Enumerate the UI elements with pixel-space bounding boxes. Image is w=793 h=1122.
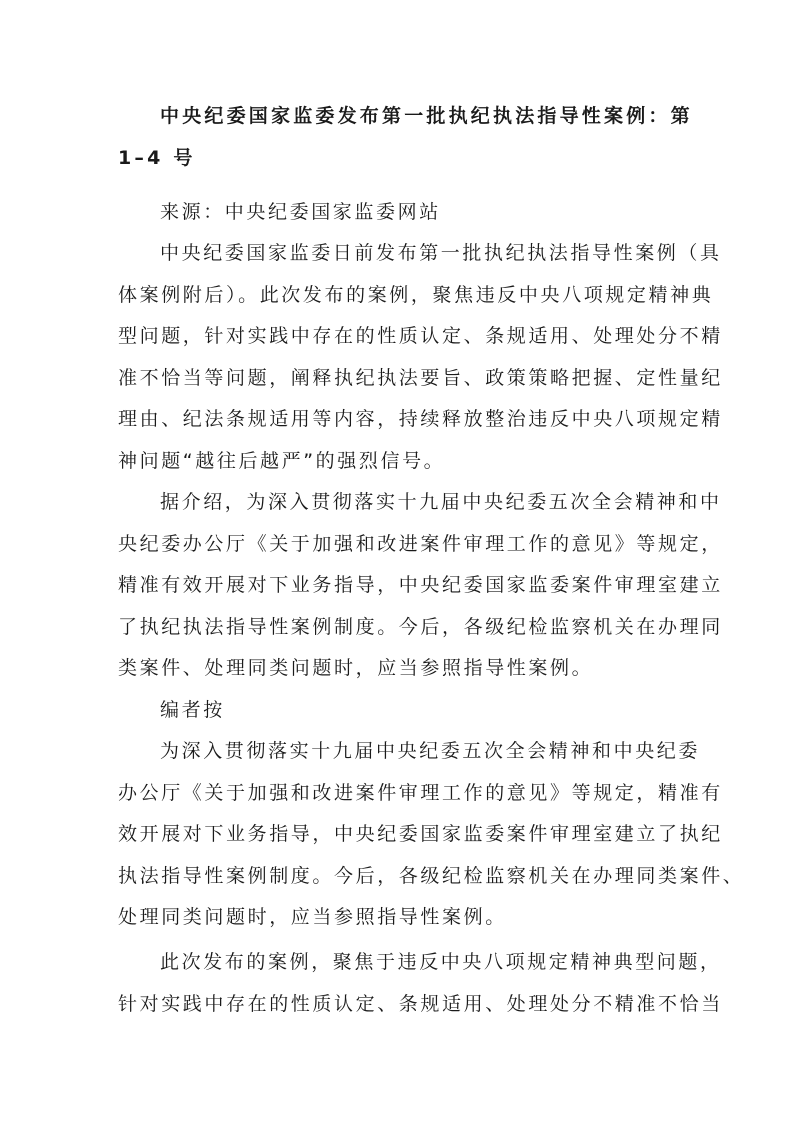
editor-note-heading: 编者按 xyxy=(160,699,225,721)
source-line: 来源：中央纪委国家监委网站 xyxy=(160,201,441,223)
paragraph-4-line: 针对实践中存在的性质认定、条规适用、处理处分不精准不恰当 xyxy=(118,993,723,1015)
paragraph-3-line: 为深入贯彻落实十九届中央纪委五次全会精神和中央纪委 xyxy=(160,740,701,762)
paragraph-1-line: 型问题，针对实践中存在的性质认定、条规适用、处理处分不精 xyxy=(118,325,723,347)
paragraph-1-line: 准不恰当等问题，阐释执纪执法要旨、政策策略把握、定性量纪 xyxy=(118,367,723,389)
paragraph-2-line: 央纪委办公厅《关于加强和改进案件审理工作的意见》等规定， xyxy=(118,533,723,555)
paragraph-2-line: 了执纪执法指导性案例制度。今后，各级纪检监察机关在办理同 xyxy=(118,616,723,638)
document-title-line-1: 中央纪委国家监委发布第一批执纪执法指导性案例：第 xyxy=(160,105,693,127)
paragraph-1-line: 体案例附后）。此次发布的案例，聚焦违反中央八项规定精神典 xyxy=(118,284,714,306)
paragraph-2-line: 据介绍，为深入贯彻落实十九届中央纪委五次全会精神和中 xyxy=(160,491,722,513)
paragraph-1-line: 神问题“越往后越严”的强烈信号。 xyxy=(118,450,446,472)
paragraph-1-line: 理由、纪法条规适用等内容，持续释放整治违反中央八项规定精 xyxy=(118,408,723,430)
paragraph-2-line: 类案件、处理同类问题时，应当参照指导性案例。 xyxy=(118,657,594,679)
paragraph-1-line: 中央纪委国家监委日前发布第一批执纪执法指导性案例（具 xyxy=(160,242,722,264)
document-title-line-2: 1–4 号 xyxy=(118,147,196,169)
paragraph-2-line: 精准有效开展对下业务指导，中央纪委国家监委案件审理室建立 xyxy=(118,574,723,596)
paragraph-3-line: 执法指导性案例制度。今后，各级纪检监察机关在办理同类案件、 xyxy=(118,865,745,887)
paragraph-3-line: 处理同类问题时，应当参照指导性案例。 xyxy=(118,906,507,928)
paragraph-3-line: 办公厅《关于加强和改进案件审理工作的意见》等规定，精准有 xyxy=(118,782,723,804)
paragraph-4-line: 此次发布的案例，聚焦于违反中央八项规定精神典型问题， xyxy=(160,951,722,973)
paragraph-3-line: 效开展对下业务指导，中央纪委国家监委案件审理室建立了执纪 xyxy=(118,823,723,845)
